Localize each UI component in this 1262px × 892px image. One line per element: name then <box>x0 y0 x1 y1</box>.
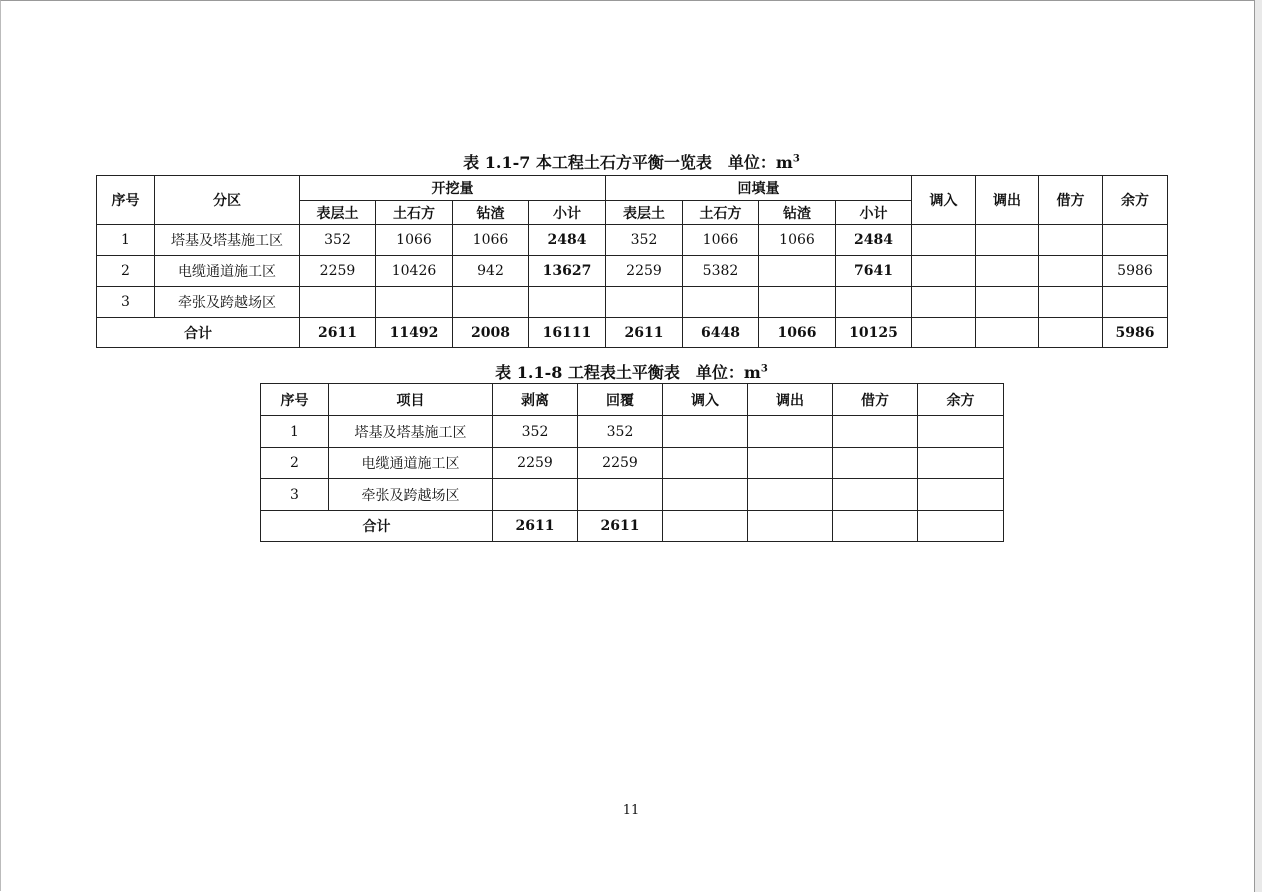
cell <box>748 448 833 479</box>
total-cell <box>1039 318 1103 348</box>
header-item: 项目 <box>329 384 493 416</box>
cell: 1066 <box>683 225 759 256</box>
cell <box>376 287 453 318</box>
cell <box>976 225 1039 256</box>
cell <box>493 479 578 511</box>
cell <box>683 287 759 318</box>
header-borrow: 借方 <box>833 384 918 416</box>
total-cell: 16111 <box>529 318 606 348</box>
cell: 1066 <box>376 225 453 256</box>
cell <box>300 287 376 318</box>
row-no: 3 <box>261 479 329 511</box>
cell <box>912 225 976 256</box>
cell <box>663 416 748 448</box>
cell: 1066 <box>759 225 836 256</box>
total-row <box>261 511 1004 542</box>
table-row <box>97 225 1168 256</box>
subheader-drill-slag: 钻渣 <box>453 201 529 225</box>
cell: 352 <box>606 225 683 256</box>
cell <box>918 416 1004 448</box>
total-cell: 10125 <box>836 318 912 348</box>
table-row <box>261 448 1004 479</box>
row-no: 2 <box>261 448 329 479</box>
header-no: 序号 <box>261 384 329 416</box>
cell <box>1039 256 1103 287</box>
cell: 5986 <box>1103 256 1168 287</box>
cell: 2259 <box>300 256 376 287</box>
subheader-earthrock: 土石方 <box>376 201 453 225</box>
table1-caption-text: 表 1.1-7 本工程土石方平衡一览表 单位：m <box>463 153 793 172</box>
total-cell <box>833 511 918 542</box>
total-cell: 6448 <box>683 318 759 348</box>
header-stripping: 剥离 <box>493 384 578 416</box>
cell <box>833 416 918 448</box>
cell <box>833 479 918 511</box>
total-cell <box>748 511 833 542</box>
cell: 352 <box>300 225 376 256</box>
cell: 2259 <box>606 256 683 287</box>
table2-header-row <box>261 384 1004 416</box>
row-zone: 牵张及跨越场区 <box>155 287 300 318</box>
table-row <box>97 287 1168 318</box>
cell: 2259 <box>578 448 663 479</box>
total-cell: 11492 <box>376 318 453 348</box>
header-zone: 分区 <box>155 176 300 225</box>
subheader-subtotal: 小计 <box>836 201 912 225</box>
header-surplus: 余方 <box>918 384 1004 416</box>
cell: 1066 <box>453 225 529 256</box>
total-cell <box>976 318 1039 348</box>
cell <box>976 287 1039 318</box>
row-no: 1 <box>261 416 329 448</box>
total-cell: 2611 <box>300 318 376 348</box>
cell-subtotal <box>529 287 606 318</box>
cell <box>606 287 683 318</box>
row-no: 1 <box>97 225 155 256</box>
row-no: 3 <box>97 287 155 318</box>
total-cell: 2611 <box>578 511 663 542</box>
cell <box>1039 287 1103 318</box>
subheader-subtotal: 小计 <box>529 201 606 225</box>
cell <box>1103 287 1168 318</box>
row-item: 牵张及跨越场区 <box>329 479 493 511</box>
cell: 10426 <box>376 256 453 287</box>
subheader-topsoil: 表层土 <box>300 201 376 225</box>
page-number: 11 <box>622 803 640 818</box>
table2-caption-sup: 3 <box>760 363 768 375</box>
header-transfer-out: 调出 <box>976 176 1039 225</box>
header-surplus: 余方 <box>1103 176 1168 225</box>
cell <box>833 448 918 479</box>
cell-subtotal: 2484 <box>836 225 912 256</box>
table2-caption <box>260 360 1003 383</box>
subheader-drill-slag: 钻渣 <box>759 201 836 225</box>
total-label: 合计 <box>261 511 493 542</box>
cell <box>1039 225 1103 256</box>
table-row <box>97 256 1168 287</box>
cell <box>663 479 748 511</box>
table-row <box>261 416 1004 448</box>
cell-subtotal: 2484 <box>529 225 606 256</box>
table1-caption <box>96 150 1167 173</box>
cell: 352 <box>493 416 578 448</box>
header-transfer-out: 调出 <box>748 384 833 416</box>
row-item: 塔基及塔基施工区 <box>329 416 493 448</box>
total-cell <box>912 318 976 348</box>
cell <box>918 448 1004 479</box>
cell <box>748 479 833 511</box>
topsoil-balance-table <box>260 383 1004 542</box>
cell: 942 <box>453 256 529 287</box>
header-borrow: 借方 <box>1039 176 1103 225</box>
header-recovering: 回覆 <box>578 384 663 416</box>
cell: 5382 <box>683 256 759 287</box>
cell: 2259 <box>493 448 578 479</box>
header-transfer-in: 调入 <box>663 384 748 416</box>
row-no: 2 <box>97 256 155 287</box>
header-excavation: 开挖量 <box>300 176 606 201</box>
cell <box>759 287 836 318</box>
cell <box>918 479 1004 511</box>
header-transfer-in: 调入 <box>912 176 976 225</box>
total-row <box>97 318 1168 348</box>
cell <box>578 479 663 511</box>
header-backfill: 回填量 <box>606 176 912 201</box>
cell <box>759 256 836 287</box>
total-label: 合计 <box>97 318 300 348</box>
cell: 352 <box>578 416 663 448</box>
total-cell <box>918 511 1004 542</box>
table1-header-row <box>97 176 1168 201</box>
page-edge-shadow <box>1254 0 1262 892</box>
subheader-earthrock: 土石方 <box>683 201 759 225</box>
cell <box>748 416 833 448</box>
table2-caption-text: 表 1.1-8 工程表土平衡表 单位：m <box>495 363 761 382</box>
total-cell: 2008 <box>453 318 529 348</box>
table-row <box>261 479 1004 511</box>
total-cell <box>663 511 748 542</box>
cell <box>453 287 529 318</box>
total-cell: 2611 <box>493 511 578 542</box>
row-zone: 塔基及塔基施工区 <box>155 225 300 256</box>
cell <box>1103 225 1168 256</box>
total-cell: 1066 <box>759 318 836 348</box>
table1-caption-sup: 3 <box>792 153 800 165</box>
cell <box>663 448 748 479</box>
total-cell: 5986 <box>1103 318 1168 348</box>
header-no: 序号 <box>97 176 155 225</box>
cell <box>976 256 1039 287</box>
cell <box>912 287 976 318</box>
cell-subtotal: 7641 <box>836 256 912 287</box>
earthwork-balance-table <box>96 175 1168 348</box>
cell <box>912 256 976 287</box>
cell-subtotal <box>836 287 912 318</box>
cell-subtotal: 13627 <box>529 256 606 287</box>
row-zone: 电缆通道施工区 <box>155 256 300 287</box>
row-item: 电缆通道施工区 <box>329 448 493 479</box>
subheader-topsoil: 表层土 <box>606 201 683 225</box>
total-cell: 2611 <box>606 318 683 348</box>
